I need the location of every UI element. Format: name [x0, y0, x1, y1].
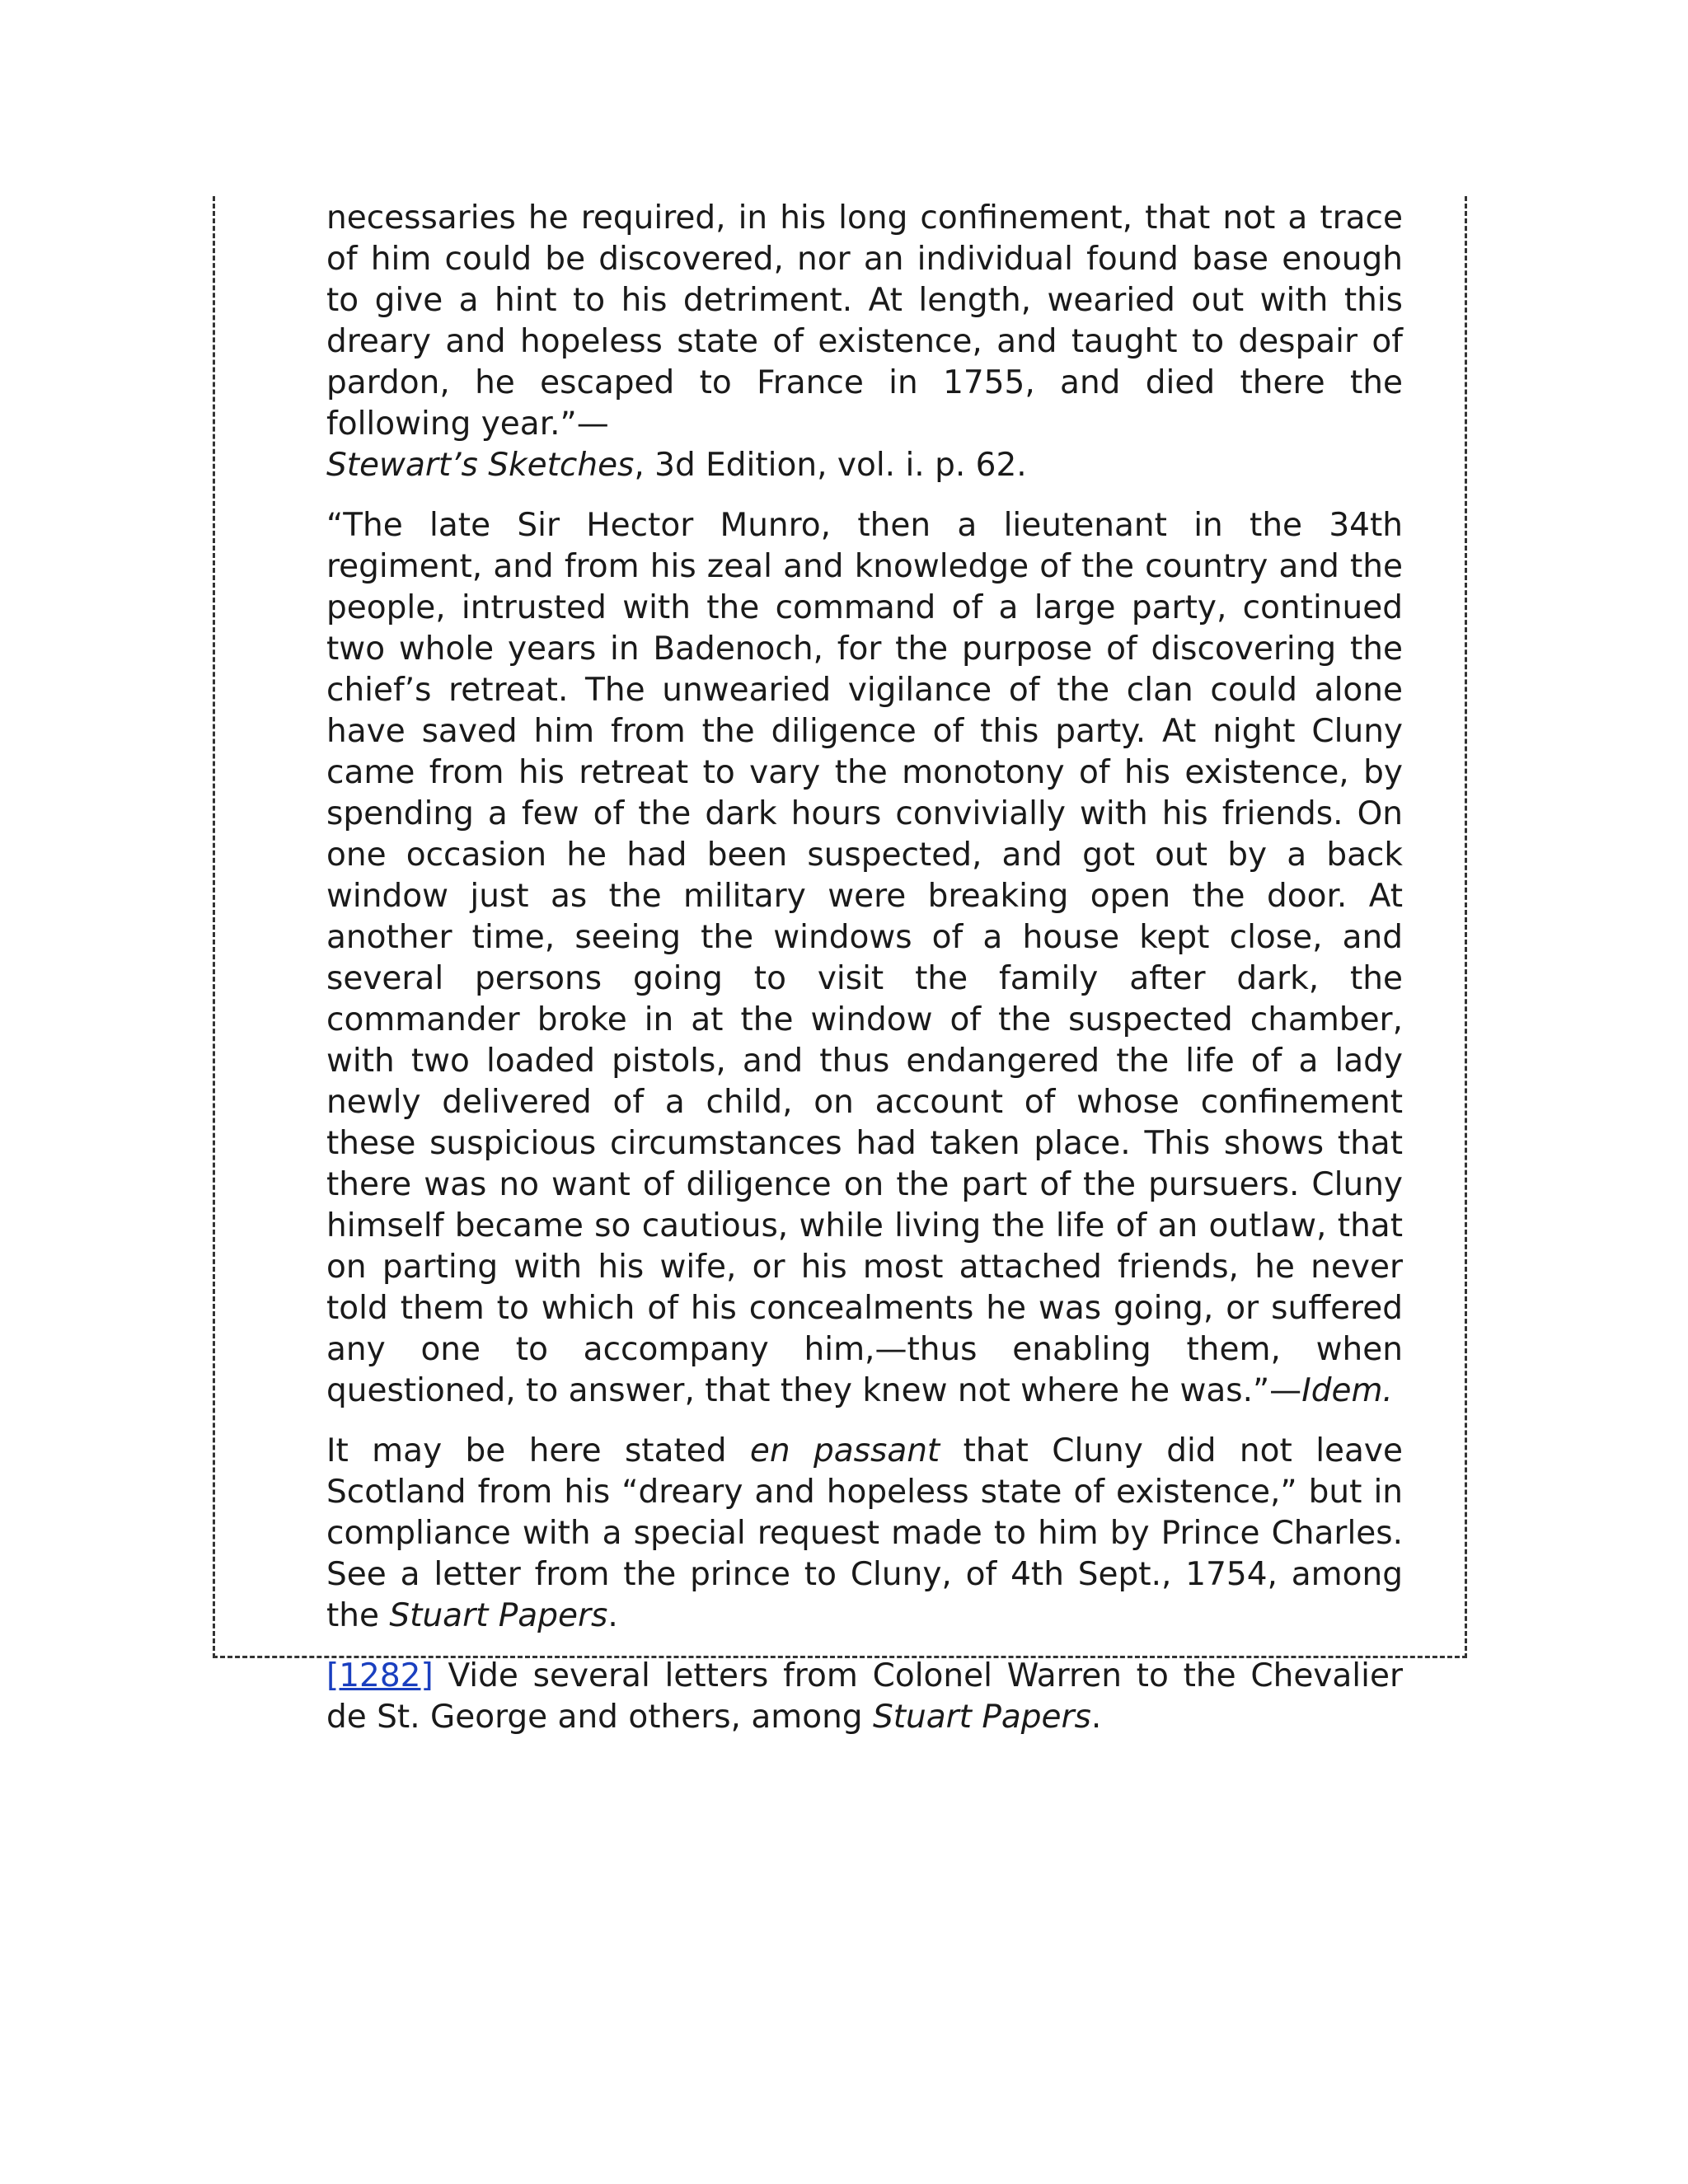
paragraph-note: [326, 1431, 1403, 1637]
paragraph-text: “The late Sir Hector Munro, then a lieutenant in the 34th regiment, and from his zeal and knowledge of the country and the people, intrusted with the command of a large party, continued two whole years in Badenoch, for the purpose of discovering the chief’s retreat. The unwearied vigilance of the clan could alone have saved him from the diligence of this party. At night Cluny came from his retreat to vary the monotony of his existence, by spending a few of the dark hours convivially with his friends. On one occasion he had been suspected, and got out by a back window just as the military were breaking open the door. At another time, seeing the windows of a house kept close, and several persons going to visit the family after dark, the commander broke in at the window of the suspected chamber, with two loaded pistols, and thus endangered the life of a lady newly delivered of a child, on account of whose confinement these suspicious circumstances had taken place. This shows that there was no want of diligence on the part of the pursuers. Cluny himself became so cautious, while living the life of an outlaw, that on parting with his wife, or his most attached friends, he never told them to which of his concealments he was going, or suffered any one to accompany him,—thus enabling them, when questioned, to answer, that they knew not where he was.”—: [326, 507, 1403, 1409]
source-title: Stuart Papers: [389, 1597, 608, 1634]
source-title: Stuart Papers: [872, 1699, 1091, 1736]
footnote-content: [326, 198, 1403, 1738]
footnote-1282: [326, 1656, 1403, 1738]
footnote-marker-link[interactable]: [1282]: [326, 1657, 434, 1694]
footnote-text: Vide several letters from Colonel Warren to the Chevalier de St. George and others, among: [326, 1657, 1403, 1736]
paragraph-continuation: [326, 198, 1403, 486]
paragraph-end: .: [607, 1597, 618, 1634]
source-title: Idem.: [1301, 1372, 1393, 1409]
paragraph-text: that Cluny did not leave Scotland from his “dreary and hopeless state of existence,” but in compliance with a special request made to him by Prince Charles. See a letter from the prince to Cluny, of 4th Sept., 1754, among the: [326, 1432, 1404, 1634]
source-details: , 3d Edition, vol. i. p. 62.: [634, 447, 1027, 484]
footnote-end: .: [1090, 1699, 1102, 1736]
paragraph-quote: [326, 505, 1403, 1412]
paragraph-text: It may be here stated: [326, 1432, 750, 1469]
source-title: Stewart’s Sketches: [326, 447, 635, 484]
emphasis-text: en passant: [749, 1432, 940, 1469]
paragraph-text: necessaries he required, in his long confinement, that not a trace of him could be discovered, nor an individual found base enough to give a hint to his detriment. At length, wearied out with this dreary and hopeless state of existence, and taught to despair of pardon, he escaped to France in 1755, and died there the following year.”—: [326, 199, 1403, 443]
